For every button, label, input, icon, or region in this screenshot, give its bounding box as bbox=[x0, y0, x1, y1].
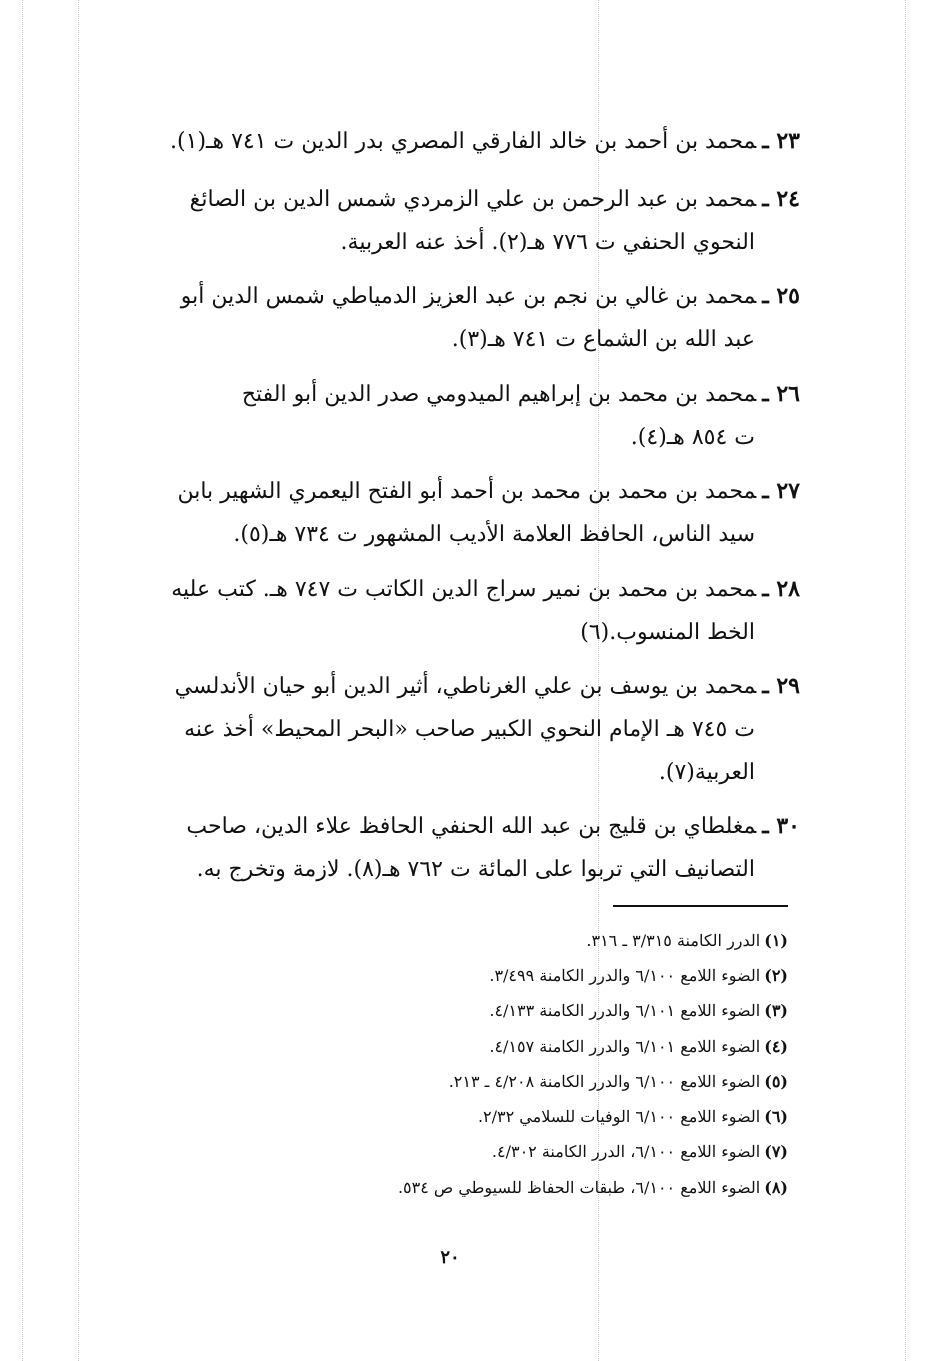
footnote bbox=[98, 965, 788, 987]
footnote-number: (٧) bbox=[764, 1142, 788, 1161]
entry-number: ٢٨ ـ bbox=[762, 576, 800, 602]
entry-line: الخط المنسوب.(٦) bbox=[580, 620, 755, 645]
footnote bbox=[98, 1036, 788, 1058]
entry-number: ٢٧ ـ bbox=[762, 478, 800, 504]
entry-line: مغلطاي بن قليج بن عبد الله الحنفي الحافظ علاء الدين، صاحب bbox=[186, 814, 757, 839]
footnote-text: الضوء اللامع ٦/١٠٠، طبقات الحفاظ للسيوطي ص ٥٣٤. bbox=[397, 1178, 761, 1197]
footnote-text: الضوء اللامع ٦/١٠٠، الدرر الكامنة ٤/٣٠٢. bbox=[491, 1142, 761, 1161]
footnote-number: (٦) bbox=[764, 1107, 788, 1126]
list-item bbox=[100, 120, 800, 163]
entry-line: العربية(٧). bbox=[658, 760, 755, 785]
document-page bbox=[100, 0, 800, 1361]
entry-line: محمد بن غالي بن نجم بن عبد العزيز الدمياطي شمس الدين أبو bbox=[180, 284, 757, 309]
footnote-text: الضوء اللامع ٦/١٠١ والدرر الكامنة ٤/١٥٧. bbox=[489, 1037, 761, 1056]
footnote-number: (٤) bbox=[764, 1037, 788, 1056]
entry-number: ٢٤ ـ bbox=[762, 186, 800, 212]
footnote-number: (٢) bbox=[764, 966, 788, 985]
footnote bbox=[98, 1071, 788, 1093]
footnote-number: (٨) bbox=[764, 1178, 788, 1197]
footnote-separator bbox=[613, 905, 788, 907]
entry-number: ٣٠ ـ bbox=[762, 813, 800, 839]
entry-line: عبد الله بن الشماع ت ٧٤١ هـ(٣). bbox=[451, 327, 755, 352]
footnote bbox=[98, 1000, 788, 1022]
footnote-text: الضوء اللامع ٦/١٠١ والدرر الكامنة ٤/١٣٣. bbox=[489, 1001, 761, 1020]
footnote-number: (٣) bbox=[764, 1001, 788, 1020]
entry-number: ٢٦ ـ bbox=[762, 381, 800, 407]
footnote-text: الضوء اللامع ٦/١٠٠ والدرر الكامنة ٤/٢٠٨ ـ ٢١٣. bbox=[448, 1072, 761, 1091]
page-number: ٢٠ bbox=[440, 1247, 460, 1268]
entry-line: محمد بن يوسف بن علي الغرناطي، أثير الدين أبو حيان الأندلسي bbox=[174, 674, 757, 699]
footnote-text: الدرر الكامنة ٣/٣١٥ ـ ٣١٦. bbox=[586, 931, 761, 950]
footnote bbox=[98, 1177, 788, 1199]
scan-guide-line bbox=[78, 0, 79, 1361]
entry-line: النحوي الحنفي ت ٧٧٦ هـ(٢). أخذ عنه العربية. bbox=[340, 230, 755, 255]
list-item bbox=[100, 373, 800, 459]
list-item bbox=[100, 568, 800, 654]
scan-guide-line bbox=[905, 0, 906, 1361]
footnote-number: (١) bbox=[764, 931, 788, 950]
list-item bbox=[100, 275, 800, 361]
entry-number: ٢٣ ـ bbox=[762, 128, 800, 154]
list-item bbox=[100, 665, 800, 794]
entry-number: ٢٥ ـ bbox=[762, 283, 800, 309]
list-item bbox=[100, 470, 800, 556]
footnote bbox=[98, 1106, 788, 1128]
entry-line: محمد بن محمد بن إبراهيم الميدومي صدر الدين أبو الفتح bbox=[241, 382, 757, 407]
footnote bbox=[98, 1141, 788, 1163]
footnote bbox=[98, 930, 788, 952]
footnote-text: الضوء اللامع ٦/١٠٠ والدرر الكامنة ٣/٤٩٩. bbox=[489, 966, 761, 985]
footnote-text: الضوء اللامع ٦/١٠٠ الوفيات للسلامي ٢/٣٢. bbox=[477, 1107, 761, 1126]
list-item bbox=[100, 178, 800, 264]
entry-line: محمد بن أحمد بن خالد الفارقي المصري بدر الدين ت ٧٤١ هـ(١). bbox=[170, 129, 757, 154]
entry-line: محمد بن محمد بن نمير سراج الدين الكاتب ت ٧٤٧ هـ. كتب عليه bbox=[171, 577, 757, 602]
entry-line: ت ٧٤٥ هـ الإمام النحوي الكبير صاحب «البحر المحيط» أخذ عنه bbox=[184, 717, 755, 742]
entry-line: ت ٨٥٤ هـ(٤). bbox=[630, 425, 755, 450]
entry-number: ٢٩ ـ bbox=[762, 673, 800, 699]
scan-guide-line bbox=[22, 0, 23, 1361]
entry-line: التصانيف التي تربوا على المائة ت ٧٦٢ هـ(٨). لازمة وتخرج به. bbox=[196, 857, 755, 882]
entry-line: محمد بن عبد الرحمن بن علي الزمردي شمس الدين بن الصائغ bbox=[189, 187, 757, 212]
entry-line: سيد الناس، الحافظ العلامة الأديب المشهور ت ٧٣٤ هـ(٥). bbox=[233, 522, 755, 547]
entry-line: محمد بن محمد بن محمد بن أحمد أبو الفتح اليعمري الشهير بابن bbox=[177, 479, 757, 504]
list-item bbox=[100, 805, 800, 891]
footnote-number: (٥) bbox=[764, 1072, 788, 1091]
